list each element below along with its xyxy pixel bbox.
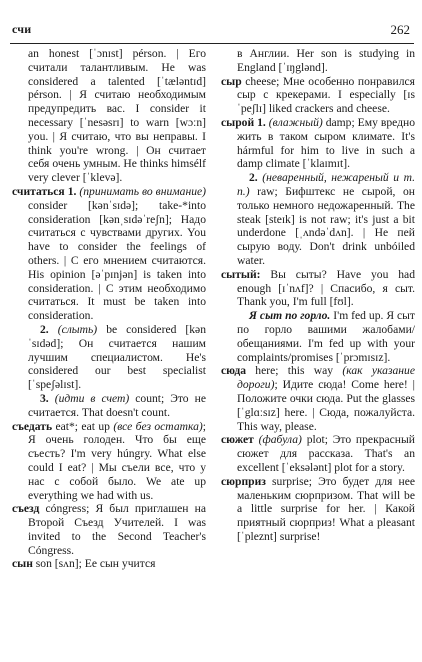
entry-syn xyxy=(12,557,206,571)
sense-2 xyxy=(221,171,415,268)
page-number: 262 xyxy=(390,22,410,37)
usage-label: (слыть) xyxy=(57,322,98,336)
usage-label: (идти в счет) xyxy=(54,391,130,405)
left-column xyxy=(12,47,206,571)
headword: считаться xyxy=(12,184,65,198)
headword: сыр xyxy=(221,74,242,88)
entry-sedat xyxy=(12,420,206,503)
headword: сырой xyxy=(221,115,255,129)
definition-text: plot; Это прекрасный сюжет для рассказа. That's an excellent [ˈeksələnt] plot for a story. xyxy=(237,433,415,474)
idiom xyxy=(221,309,415,364)
entry-continuation: в Англии. Her son is studying in England [ˈɪŋglənd]. xyxy=(237,47,415,74)
entry-sezd xyxy=(12,502,206,557)
headword: сытый: xyxy=(221,267,261,281)
definition-text: consider [kənˈsɪdə]; take-*into consideration [kənˌsɪdəˈreʃn]; Надо считаться с чувствами других. You have to consider the feelings of others. | С его мнением считаются. His opinion [əˈpɪnjən] is taken into consideration. | С этим необходимо считаться. It must be taken into consideration. xyxy=(28,198,206,323)
definition-text: here; this way xyxy=(255,364,334,378)
entry-syuda xyxy=(221,364,415,433)
definition-text: ; Я очень голоден. Что бы еще съесть? I'm very húngry. What else could I eat? | Мы съели все, что у нас с собой было. We ate up everything we had with us. xyxy=(28,419,207,502)
sense-number: 3. xyxy=(40,391,49,405)
sense-number: 2. xyxy=(249,171,258,185)
entry-continuation: an honest [ˈɔnɪst] pérson. | Его считали талантливым. He was considered a talented [ˈtæləntɪd] pérson. | Я считаю необходимым предупредить вас. I consider it necessary [ˈnesəsrɪ] to warn [wɔːn] you. | Я считаю, что вы неправы. I think you're wrong. | Он считает себя очень умным. He thinks himsélf very clever [ˈklevə]. xyxy=(28,47,206,185)
headword: сюрприз xyxy=(221,474,266,488)
definition-text: Вы сыты? Have you had enough [ɪˈnʌf]? | Спасибо, я сыт. Thank you, I'm full [fʊl]. xyxy=(237,267,415,309)
definition-text: I'm fed up. Я сыт по горло вашими жалобами/обещаниями. I'm fed up with your complaints/promises [ˈprɔmɪsɪz]. xyxy=(237,309,415,364)
idiom-phrase: Я сыт по горло. xyxy=(249,309,331,323)
definition-text: eat*; eat up xyxy=(55,419,110,433)
entry-syroi xyxy=(221,116,415,171)
sense-3 xyxy=(12,392,206,420)
sense-number: 2. xyxy=(40,322,49,336)
entry-syr xyxy=(221,75,415,116)
definition-text: be considered [kənˈsɪdəd]; Он считается нашим лучшим специалистом. He's considered our best specialist [ˈspeʃəlɪst]. xyxy=(28,322,207,392)
definition-text: cóngress; Я был приглашен на Второй Съезд Учителей. I was invited to the Second Teacher's Cóngress. xyxy=(28,502,206,557)
usage-label: (все без остатка) xyxy=(113,419,203,433)
definition-text: raw; Бифштекс не сырой, он только немного недожаренный. The steak [steɪk] is not raw; it's just a bit underdone [ˌʌndəˈdʌn]. | Не пей сырую воду. Don't drink unbóiled water. xyxy=(237,184,415,267)
sense-2 xyxy=(12,323,206,392)
definition-text: damp; Ему вредно жить в таком сыром климате. It's hármful for him to live in such a damp climate [ˈklaɪmɪt]. xyxy=(237,115,416,171)
entry-schitatsya xyxy=(12,185,206,323)
headword: сюда xyxy=(221,364,247,378)
usage-label: (принимать во внимание) xyxy=(79,184,206,198)
right-column xyxy=(221,47,415,544)
definition-text: cheese; Мне особенно понравился сыр с крекерами. I especially [ɪsˈpeʃlɪ] liked crackers and cheese. xyxy=(237,74,415,116)
definition-text: ; Идите сюда! Come here! | Положите очки сюда. Put the glasses [ˈglɑːsɪz] here. | Сюда, пожалуйста. This way, please. xyxy=(237,378,415,433)
headword: сюжет xyxy=(221,433,254,447)
entry-syurpriz xyxy=(221,475,415,544)
headword: съедать xyxy=(12,419,53,433)
definition-text: surprise; Это будет для нее маленьким сюрпризом. That will be a little surprise for her. | Какой приятный сюрприз! What a pleasant [ˈpleznt] surprise! xyxy=(237,474,415,543)
headword: съезд xyxy=(12,502,40,516)
entry-sytyi xyxy=(221,268,415,309)
usage-label: (как указание дороги) xyxy=(237,364,415,392)
usage-label: (влажный) xyxy=(268,115,323,129)
running-head: счи xyxy=(12,22,32,36)
header-rule xyxy=(10,43,414,44)
headword: сын xyxy=(12,557,33,571)
sense-number: 1. xyxy=(257,115,266,129)
usage-label: (фабула) xyxy=(258,433,302,447)
definition-text: son [sʌn]; Ее сын учится xyxy=(35,557,156,571)
entry-syuzhet xyxy=(221,433,415,474)
sense-number: 1. xyxy=(67,184,77,198)
definition-text: count; Это не считается. That doesn't count. xyxy=(28,391,206,419)
usage-label: (неваренный, нежареный и т. п.) xyxy=(237,171,415,198)
